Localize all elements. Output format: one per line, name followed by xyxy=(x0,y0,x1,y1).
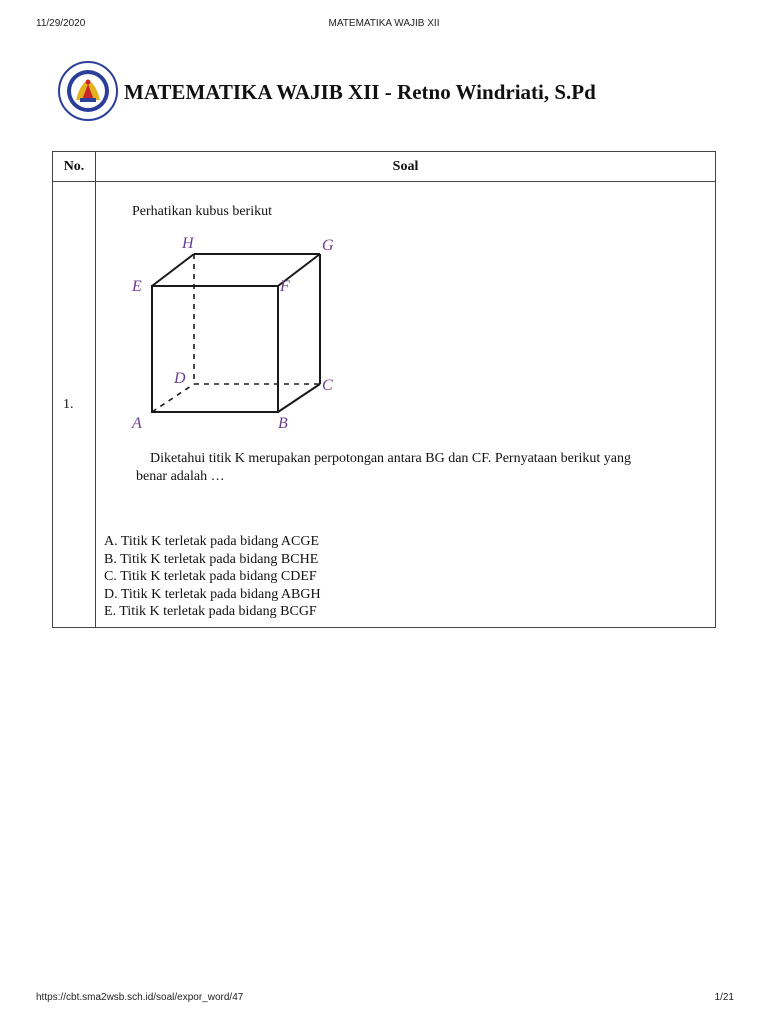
print-url: https://cbt.sma2wsb.sch.id/soal/expor_word/47 xyxy=(36,992,244,1003)
statement-line-1: Diketahui titik K merupakan perpotongan antara BG dan CF. Pernyataan berikut yang xyxy=(150,451,631,466)
column-header-no: No. xyxy=(53,152,96,182)
vertex-label-e: E xyxy=(132,278,142,295)
answer-option-e: E. Titik K terletak pada bidang BCGF xyxy=(104,604,317,619)
document-title: MATEMATIKA WAJIB XII - Retno Windriati, S.Pd xyxy=(124,80,596,104)
cube-edge-ad xyxy=(152,384,194,412)
vertex-label-g: G xyxy=(322,237,334,254)
cube-edge-bc xyxy=(278,384,320,412)
cube-figure xyxy=(130,234,350,432)
cube-edge-eh xyxy=(152,254,194,286)
print-header-title: MATEMATIKA WAJIB XII xyxy=(328,18,440,29)
vertex-label-h: H xyxy=(182,235,194,252)
answer-option-d: D. Titik K terletak pada bidang ABGH xyxy=(104,586,321,602)
answer-option-c: C. Titik K terletak pada bidang CDEF xyxy=(104,569,317,584)
vertex-label-a: A xyxy=(132,415,142,432)
answer-option-a: A. Titik K terletak pada bidang ACGE xyxy=(104,534,320,549)
question-number: 1. xyxy=(53,182,96,628)
answer-options xyxy=(104,533,321,621)
question-intro: Perhatikan kubus berikut xyxy=(132,204,272,219)
print-header xyxy=(0,18,768,32)
school-logo-icon xyxy=(58,60,118,122)
cube-front-face xyxy=(152,286,278,412)
statement-line-2: benar adalah … xyxy=(136,469,225,484)
vertex-label-c: C xyxy=(322,377,333,394)
print-date: 11/29/2020 xyxy=(36,18,86,29)
page-number: 1/21 xyxy=(714,992,734,1003)
column-header-soal: Soal xyxy=(96,152,716,182)
answer-option-b: B. Titik K terletak pada bidang BCHE xyxy=(104,551,319,567)
vertex-label-d: D xyxy=(174,370,186,387)
question-table xyxy=(52,151,716,628)
table-row xyxy=(53,182,716,628)
question-body xyxy=(96,182,716,628)
print-footer xyxy=(0,992,768,1006)
vertex-label-b: B xyxy=(278,415,288,432)
table-header-row xyxy=(53,152,716,182)
vertex-label-f: F xyxy=(280,278,290,295)
question-statement xyxy=(136,450,690,486)
